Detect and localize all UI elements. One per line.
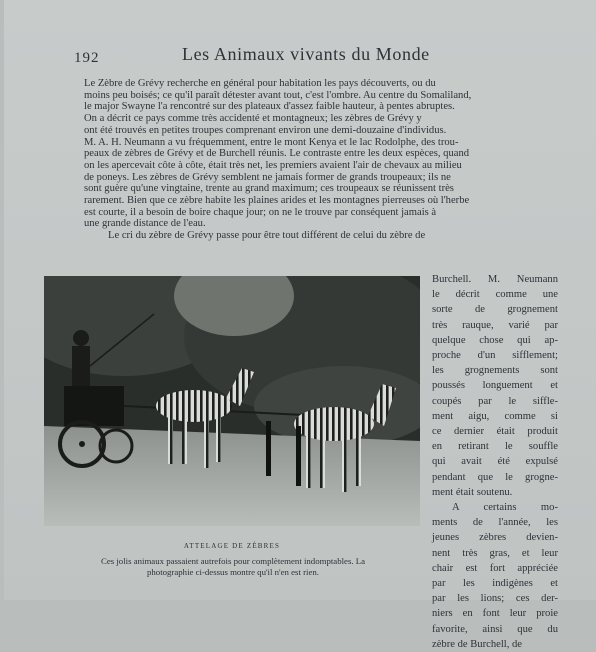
text-line: coupés par le siffle- (432, 395, 558, 407)
text-line: le major Swayne l'a rencontré sur des plateaux d'assez faible hauteur, à pentes abruptes. (84, 101, 455, 113)
paragraph-grevy-habitat (62, 78, 556, 242)
text-line: niers en font leur proie (432, 608, 558, 620)
text-line: les grognements sont (432, 365, 558, 377)
figure-caption (52, 556, 414, 578)
text-line: favorite, ainsi que du (432, 623, 558, 635)
text-line: on les apercevait côte à côte, était très net, les premiers avaient l'air de chevaux au milieu (84, 159, 462, 171)
text-line: en retirant le souffle (432, 441, 558, 453)
text-line: sont guère qu'une vingtaine, trente au grand maximum; ces troupeaux se réunissent très (84, 183, 454, 195)
figure-caption-title: ATTELAGE DE ZÈBRES (183, 542, 281, 550)
side-column-text (432, 272, 558, 652)
text-line: quelque chose qui ap- (432, 334, 558, 346)
text-line: Le Zèbre de Grévy recherche en général pour habitation les pays découverts, ou du (84, 78, 436, 89)
caption-line: Ces jolis animaux passaient autrefois pour complètement indomptables. La (100, 556, 366, 566)
text-line: de poneys. Les zèbres de Grévy semblent ne jamais former de grands troupeaux; ils ne (84, 171, 451, 183)
running-head: Les Animaux vivants du Monde (182, 44, 430, 64)
text-line: nent très gras, et leur (432, 547, 558, 559)
text-line: M. A. H. Neumann a vu fréquemment, entre le mont Kenya et le lac Rodolphe, des trou- (84, 136, 459, 148)
text-line: est courte, il a besoin de boire chaque jour; on ne le trouve par conséquent jamais à (84, 206, 437, 218)
text-line: moins peu boisés; ce qu'il paraît détester avant tout, c'est l'ombre. Au centre du Somaliland, (84, 89, 472, 101)
zebra-carriage-photo (44, 276, 420, 526)
text-line: rarement. Bien que ce zèbre habite les plaines arides et les montagnes pierreuses où l'herbe (84, 195, 470, 207)
text-line: ont été trouvés en petites troupes comprenant environ une demi-douzaine d'individus. (84, 124, 447, 136)
text-line: pendant que le grogne- (432, 471, 558, 483)
text-line: une grande distance de l'eau. (84, 218, 206, 230)
text-line: Le cri du zèbre de Grévy passe pour être tout différent de celui du zèbre de (108, 230, 426, 242)
text-line: qui avait été expulsé (432, 456, 558, 468)
text-line: le décrit comme une (432, 289, 558, 301)
text-line: zèbre de Burchell, de (432, 638, 523, 650)
text-line: peaux de zèbres de Grévy et de Burchell réunis. Le contraste entre les deux espèces, quand (84, 148, 470, 160)
text-line: ment aigu, comme si (432, 410, 558, 422)
text-line: On a décrit ce pays comme très accidenté et montagneux; les zèbres de Grévy y (84, 113, 422, 125)
text-line: chair est fort appréciée (432, 562, 558, 574)
text-line: ce dernier était produit (432, 426, 558, 438)
book-page (4, 0, 596, 650)
text-line: ments de l'année, les (432, 517, 558, 529)
text-line: A certains mo- (452, 502, 558, 514)
photo-illustration (44, 276, 420, 526)
text-line: Burchell. M. Neumann (432, 274, 558, 285)
text-line: par les lions; ces der- (432, 593, 558, 605)
page-number: 192 (74, 50, 100, 66)
text-line: jeunes zèbres devien- (432, 532, 558, 544)
text-line: poussés longuement et (432, 380, 558, 392)
text-line: par les indigènes et (432, 578, 558, 590)
text-line: ment était soutenu. (432, 486, 513, 498)
caption-line: photographie ci-dessus montre qu'il n'en est rien. (147, 567, 319, 577)
text-line: proche d'un sifflement; (432, 350, 558, 362)
text-line: sorte de grognement (432, 304, 558, 316)
text-line: très rauque, varié par (432, 319, 558, 331)
